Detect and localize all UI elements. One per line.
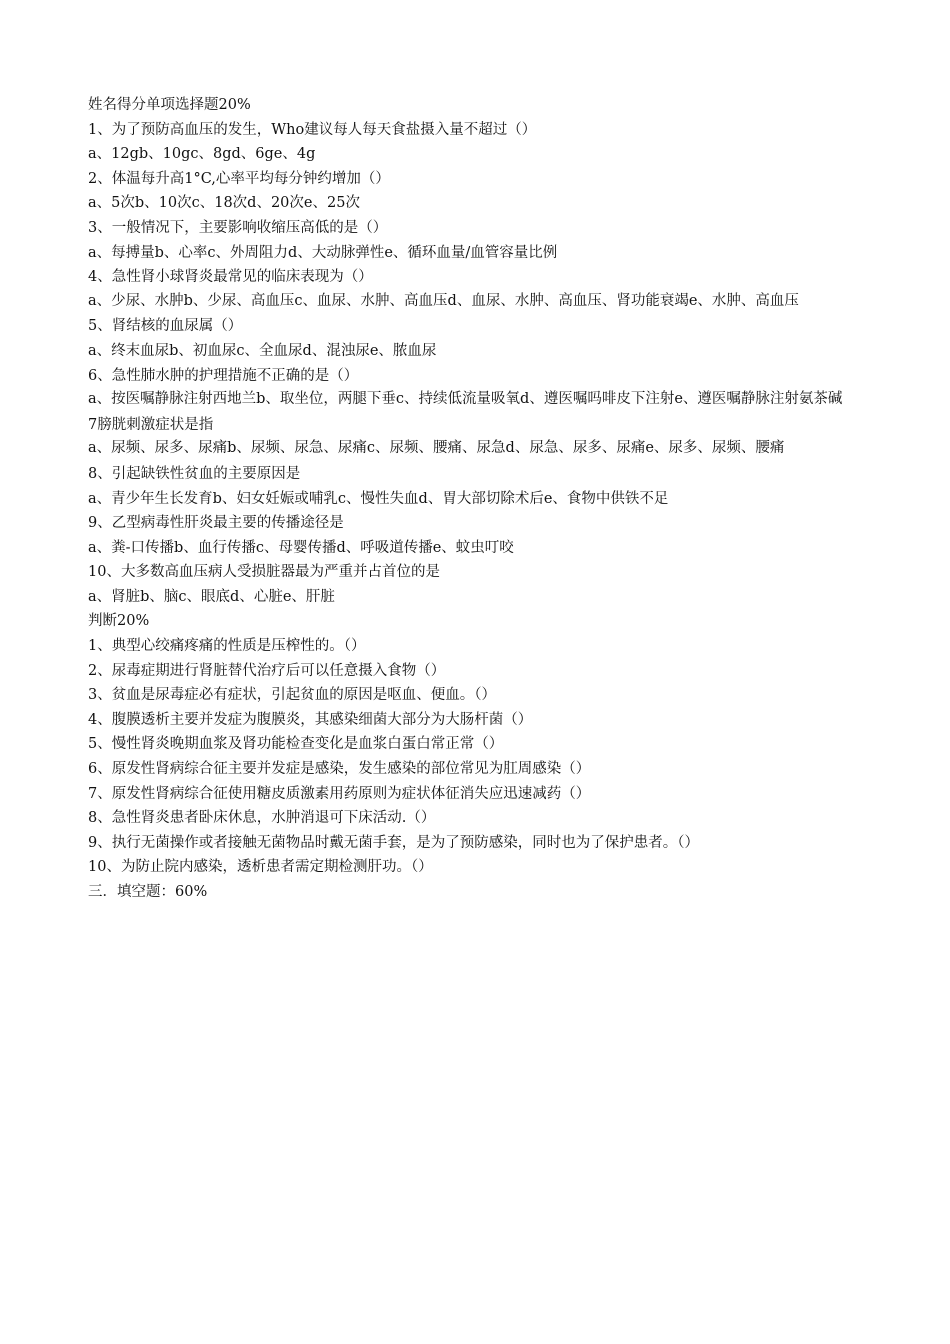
question-4: 4、急性肾小球肾炎最常见的临床表现为（） (88, 269, 373, 286)
judge-item-7: 7、原发性肾病综合征使用糖皮质激素用药原则为症状体征消失应迅速减药（） (88, 785, 591, 802)
judge-item-4: 4、腹膜透析主要并发症为腹膜炎，其感染细菌大部分为大肠杆菌（） (88, 711, 533, 728)
question-3: 3、一般情况下，主要影响收缩压高低的是（） (88, 219, 388, 236)
judge-item-9: 9、执行无菌操作或者接触无菌物品时戴无菌手套，是为了预防感染，同时也为了保护患者。（） (88, 834, 699, 851)
options-2: a、5次b、10次c、18次d、20次e、25次 (88, 195, 360, 212)
options-1: a、12gb、10gc、8gd、6ge、4g (88, 146, 316, 163)
options-7: a、尿频、尿多、尿痛b、尿频、尿急、尿痛c、尿频、腰痛、尿急d、尿急、尿多、尿痛e、尿多、尿频、腰痛 (88, 440, 785, 457)
options-10: a、肾脏b、脑c、眼底d、心脏e、肝脏 (88, 588, 335, 605)
question-2: 2、体温每升高1°C,心率平均每分钟约增加（） (88, 170, 390, 187)
judge-header: 判断20% (88, 613, 150, 630)
question-9: 9、乙型病毒性肝炎最主要的传播途径是 (88, 515, 344, 532)
question-8: 8、引起缺铁性贫血的主要原因是 (88, 465, 301, 482)
judge-item-6: 6、原发性肾病综合征主要并发症是感染，发生感染的部位常见为肛周感染（） (88, 761, 591, 778)
judge-item-10: 10、为防止院内感染，透析患者需定期检测肝功。（） (88, 859, 433, 876)
question-6: 6、急性肺水肿的护理措施不正确的是（） (88, 367, 359, 384)
judge-item-8: 8、急性肾炎患者卧床休息，水肿消退可下床活动.（） (88, 810, 436, 827)
judge-item-1: 1、典型心绞痛疼痛的性质是压榨性的。（） (88, 638, 366, 655)
question-1: 1、为了预防高血压的发生，Who建议每人每天食盐摄入量不超过（） (88, 121, 537, 138)
document-page (88, 93, 878, 905)
options-5: a、终末血尿b、初血尿c、全血尿d、混浊尿e、脓血尿 (88, 342, 437, 359)
document-header: 姓名得分单项选择题20% (88, 97, 251, 113)
options-9: a、粪-口传播b、血行传播c、母婴传播d、呼吸道传播e、蚊虫叮咬 (88, 539, 514, 556)
options-6: a、按医嘱静脉注射西地兰b、取坐位，两腿下垂c、持续低流量吸氧d、遵医嘱吗啡皮下注射e、遵医嘱静脉注射氨茶碱 (88, 391, 843, 408)
judge-item-2: 2、尿毒症期进行肾脏替代治疗后可以任意摄入食物（） (88, 662, 446, 679)
judge-item-5: 5、慢性肾炎晚期血浆及肾功能检查变化是血浆白蛋白常正常（） (88, 736, 504, 753)
question-5: 5、肾结核的血尿属（） (88, 318, 243, 335)
options-8: a、青少年生长发育b、妇女妊娠或哺乳c、慢性失血d、胃大部切除术后e、食物中供铁不足 (88, 490, 669, 507)
options-4: a、少尿、水肿b、少尿、高血压c、血尿、水肿、高血压d、血尿、水肿、高血压、肾功能衰竭e、水肿、高血压 (88, 292, 799, 309)
judge-item-3: 3、贫血是尿毒症必有症状，引起贫血的原因是呕血、便血。（） (88, 687, 496, 704)
question-7: 7膀胱刺激症状是指 (88, 416, 214, 433)
fill-header: 三．填空题：60% (88, 884, 208, 900)
question-10: 10、大多数高血压病人受损脏器最为严重并占首位的是 (88, 564, 440, 581)
options-3: a、每搏量b、心率c、外周阻力d、大动脉弹性e、循环血量/血管容量比例 (88, 244, 558, 261)
